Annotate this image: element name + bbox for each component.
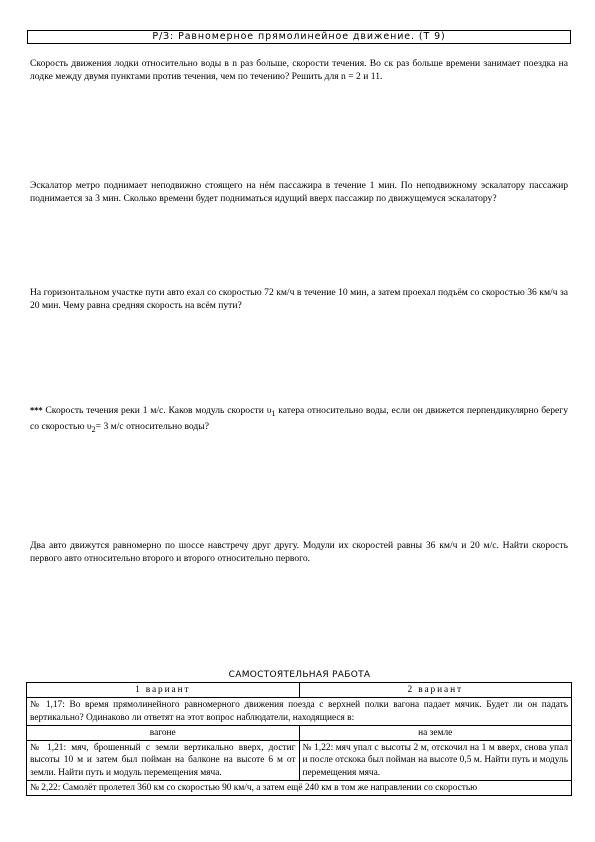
task-4-text-c: = 3 м/с относительно воды?: [95, 420, 210, 432]
task-number: № 1,17:: [30, 700, 65, 711]
task-1: Скорость движения лодки относительно воды в n раз больше, скорости течения. Во ск раз больше времени занимает поездка на лодке между двумя пунктами против течения, чем по течению? Решить для n = 2 и 11.: [30, 58, 568, 82]
table-row: [27, 725, 572, 740]
task-text: Самолёт пролетел 360 км со скоростью 90 км/ч, а затем ещё 240 км в том же направлении со скоростью: [60, 783, 478, 794]
task-1-22-cell: [299, 741, 572, 781]
task-number: № 1,21:: [30, 743, 67, 754]
difficulty-stars: ***: [30, 406, 43, 415]
observer-ground-label: на земле: [299, 725, 572, 740]
task-4-text-b: катера относительно воды, если он движется перпендикулярно берегу со скоростью υ: [30, 405, 568, 432]
task-4-text-a: Скорость течения реки 1 м/с. Каков модуль скорости υ: [42, 405, 272, 416]
task-4-sub-1: 1: [271, 408, 276, 418]
observer-train-label: вагоне: [27, 725, 300, 740]
table-row: [27, 781, 572, 796]
task-number: № 1,22:: [302, 743, 334, 754]
task-4-sub-2: 2: [91, 424, 96, 434]
task-1-17-cell: [27, 698, 572, 726]
table-row: [27, 698, 572, 726]
table-row: [27, 741, 572, 781]
task-2: Эскалатор метро поднимает неподвижно стоящего на нём пассажира в течение 1 мин. По неподвижному эскалатору пассажир поднимается за 3 мин. Сколько времени будет подниматься идущий вверх пассажир по движущемуся эскалатору?: [30, 180, 568, 204]
task-number: № 2,22:: [30, 783, 61, 794]
task-2-22-cell: [27, 781, 572, 796]
variant-2-header: 2 вариант: [299, 683, 572, 698]
task-1-21-cell: [27, 741, 300, 781]
task-4: [30, 405, 568, 436]
independent-work-title: САМОСТОЯТЕЛЬНАЯ РАБОТА: [228, 670, 371, 680]
task-text: Во время прямолинейного равномерного движения поезда с верхней полки вагона падает мячик. Будет ли он падать вертикально? Одинаково ли ответят на этот вопрос наблюдатели, находящиеся в:: [30, 700, 568, 723]
table-row: [27, 683, 572, 698]
task-text: мяч упал с высоты 2 м, отскочил на 1 м вверх, снова упал и после отскока был пойман на высоте 0,5 м. Найти путь и модуль перемещения мяча.: [302, 743, 568, 778]
task-3: На горизонтальном участке пути авто ехал со скоростью 72 км/ч в течение 10 мин, а затем проехал подъём со скоростью 36 км/ч за 20 мин. Чему равна средняя скорость на всём пути?: [30, 287, 568, 311]
page-title: Р/З: Равномерное прямолинейное движение. (Т 9): [27, 30, 571, 44]
task-text: мяч, брошенный с земли вертикально вверх, достиг высоты 10 м и затем был пойман на балконе на высоте 6 м от земли. Найти путь и модуль перемещения мяча.: [30, 743, 296, 778]
variant-1-header: 1 вариант: [27, 683, 300, 698]
task-5: Два авто движутся равномерно по шоссе навстречу друг другу. Модули их скоростей равны 36 км/ч и 20 м/с. Найти скорость первого авто относительно второго и второго относительно первого.: [30, 540, 568, 564]
independent-work-table: [26, 682, 572, 796]
